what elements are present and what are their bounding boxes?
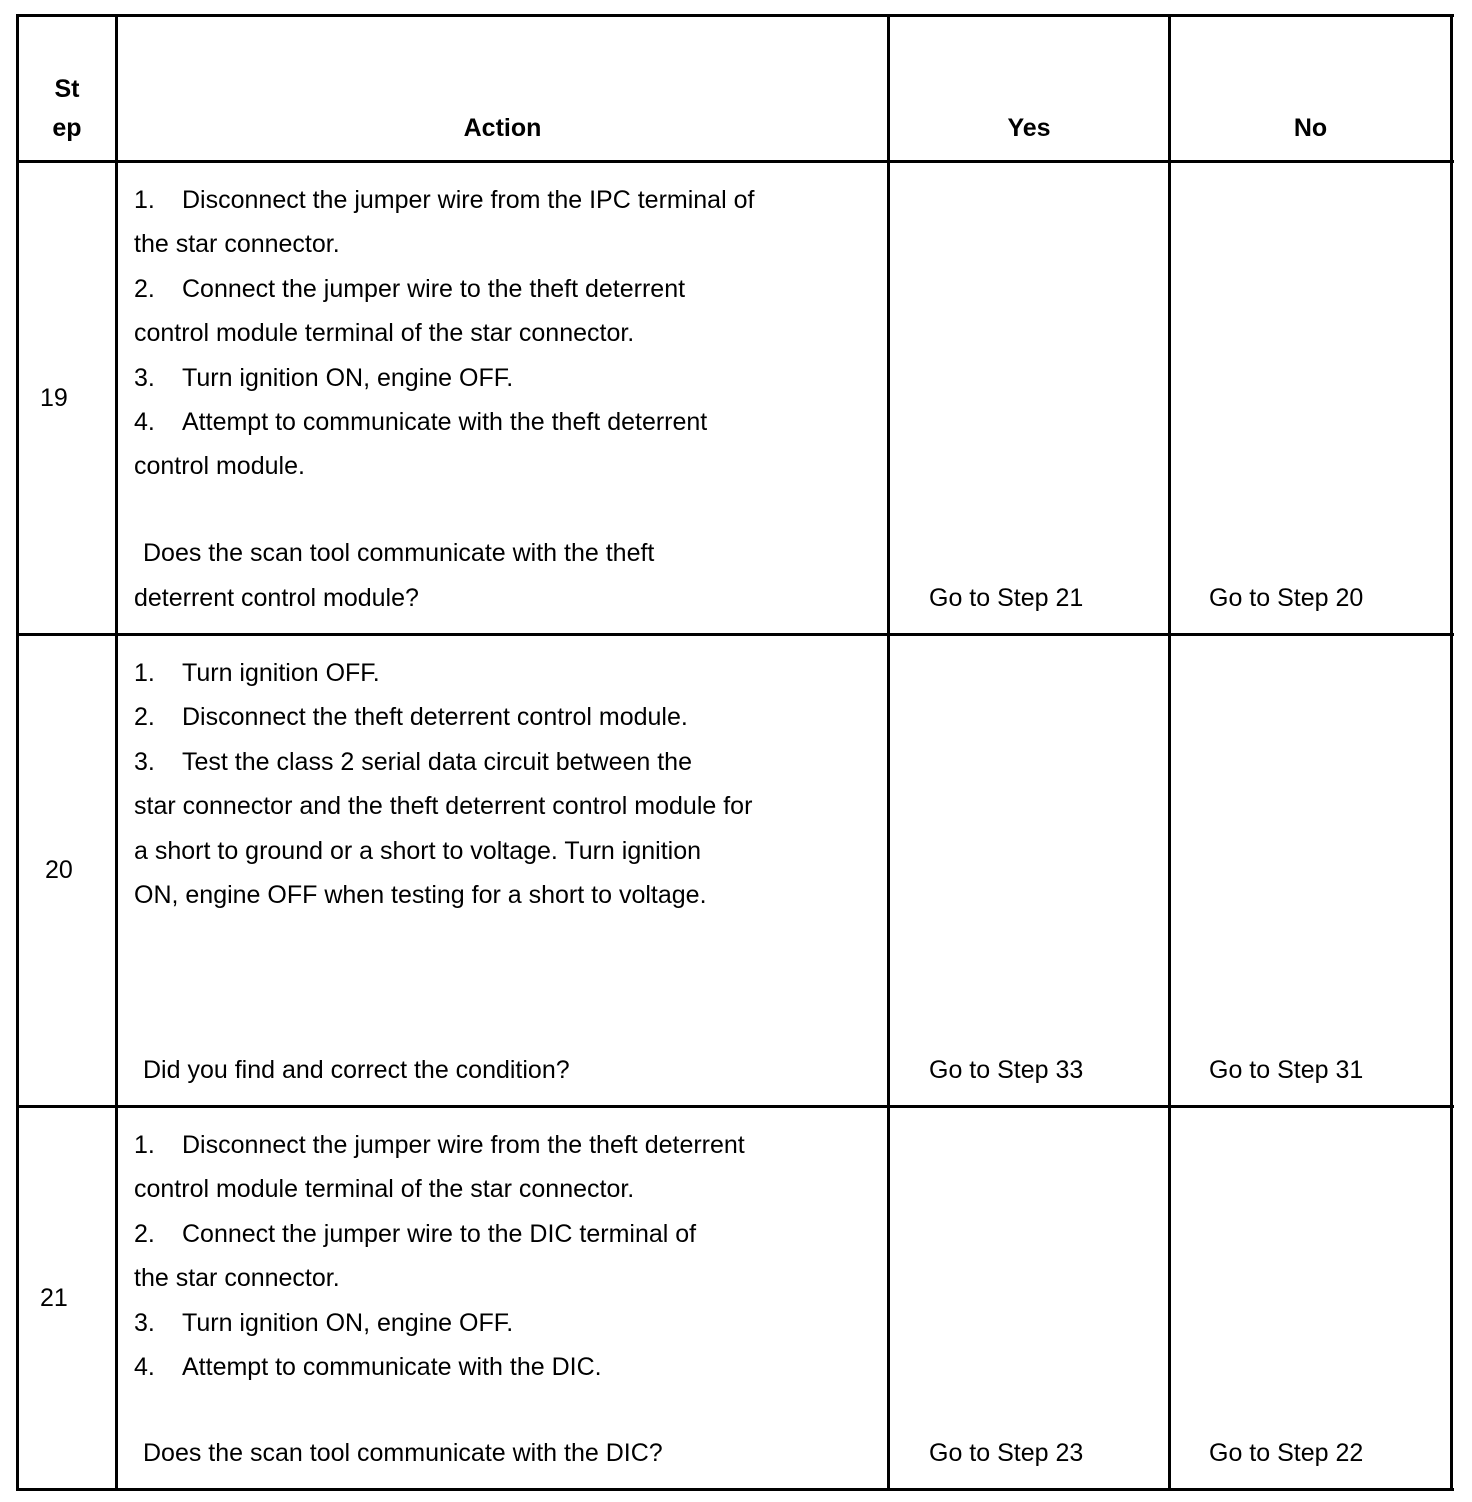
step-number: 20 [45, 856, 73, 884]
action-steps [134, 1123, 745, 1389]
action-line: 3. Turn ignition ON, engine OFF. [134, 1308, 514, 1337]
step-number: 21 [40, 1284, 68, 1312]
action-line: 2. Connect the jumper wire to the theft deterrent [134, 274, 686, 303]
step-number: 19 [40, 384, 68, 412]
action-line: 3. Turn ignition ON, engine OFF. [134, 363, 514, 392]
action-line: control module terminal of the star connector. [134, 319, 635, 348]
yes-result: Go to Step 33 [929, 1056, 1084, 1084]
action-line: 3. Test the class 2 serial data circuit between the [134, 747, 692, 776]
action-line: control module terminal of the star connector. [134, 1175, 635, 1204]
no-result: Go to Step 22 [1209, 1439, 1364, 1467]
question-text: Did you find and correct the condition? [143, 1056, 570, 1084]
column-divider [887, 14, 890, 1491]
action-line: star connector and the theft deterrent control module for [134, 792, 753, 821]
row-divider [16, 633, 1454, 636]
no-result: Go to Step 31 [1209, 1056, 1364, 1084]
header-no: No [1293, 114, 1328, 142]
action-line: 1. Turn ignition OFF. [134, 659, 380, 687]
action-line: ON, engine OFF when testing for a short to voltage. [134, 880, 707, 909]
column-divider [115, 14, 118, 1491]
question-text: deterrent control module? [134, 584, 419, 612]
table-border-top [16, 14, 1454, 17]
action-line: 4. Attempt to communicate with the DIC. [134, 1352, 602, 1381]
table-border-bottom [16, 1488, 1454, 1491]
header-action: Action [463, 114, 542, 142]
action-line: control module. [134, 452, 305, 481]
action-line: 1. Disconnect the jumper wire from the IPC terminal of [134, 186, 755, 214]
action-line: 4. Attempt to communicate with the theft deterrent [134, 407, 708, 436]
header-step-line2: ep [52, 114, 82, 142]
action-line: the star connector. [134, 1264, 340, 1293]
question-text: Does the scan tool communicate with the DIC? [143, 1439, 663, 1467]
action-line: the star connector. [134, 230, 340, 259]
table-border-left [16, 14, 19, 1491]
no-result: Go to Step 20 [1209, 584, 1364, 612]
column-divider [1168, 14, 1171, 1491]
yes-result: Go to Step 23 [929, 1439, 1084, 1467]
action-line: 2. Disconnect the theft deterrent control module. [134, 703, 688, 732]
action-steps [134, 178, 754, 489]
row-divider [16, 1105, 1454, 1108]
action-line: 1. Disconnect the jumper wire from the theft deterrent [134, 1131, 745, 1159]
header-yes: Yes [1007, 114, 1051, 142]
action-line: 2. Connect the jumper wire to the DIC terminal of [134, 1219, 697, 1248]
question-text: Does the scan tool communicate with the theft [143, 539, 655, 567]
header-step-line1: St [54, 75, 80, 103]
yes-result: Go to Step 21 [929, 584, 1084, 612]
action-steps [134, 651, 752, 917]
table-border-right [1450, 14, 1453, 1491]
action-line: a short to ground or a short to voltage. Turn ignition [134, 836, 702, 865]
header-divider [16, 160, 1454, 163]
